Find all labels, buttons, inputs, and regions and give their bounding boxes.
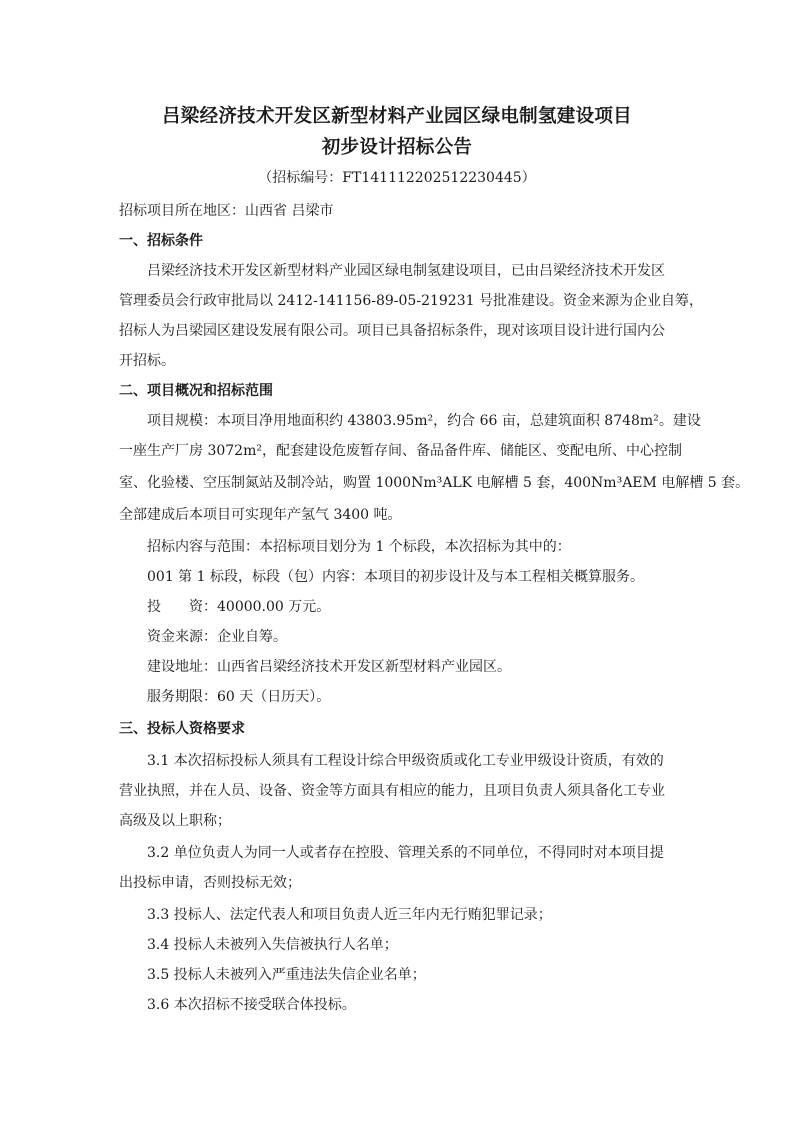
paragraph-line: 吕梁经济技术开发区新型材料产业园区绿电制氢建设项目，已由吕梁经济技术开发区 xyxy=(147,263,665,279)
project-region: 招标项目所在地区：山西省 吕梁市 xyxy=(119,203,334,219)
paragraph-line: 服务期限：60 天（日历天）。 xyxy=(147,689,331,705)
paragraph-line: 3.1 本次招标投标人须具有工程设计综合甲级资质或化工专业甲级设计资质，有效的 xyxy=(147,753,664,769)
paragraph-line: 001 第 1 标段，标段（包）内容：本项目的初步设计及与本工程相关概算服务。 xyxy=(147,569,644,585)
paragraph-line: 3.4 投标人未被列入失信被执行人名单； xyxy=(147,937,398,953)
paragraph-line: 项目规模：本项目净用地面积约 43803.95m²，约合 66 亩，总建筑面积 8748m²。建设 xyxy=(147,413,701,429)
paragraph-line: 3.5 投标人未被列入严重违法失信企业名单； xyxy=(147,967,426,983)
paragraph-line: 招标人为吕梁园区建设发展有限公司。项目已具备招标条件，现对该项目设计进行国内公 xyxy=(119,323,665,339)
paragraph-line: 高级及以上职称； xyxy=(119,813,231,829)
document-title-line1: 吕梁经济技术开发区新型材料产业园区绿电制氢建设项目 xyxy=(161,106,632,127)
section-heading-bidder-qualifications: 三、投标人资格要求 xyxy=(119,721,245,737)
paragraph-line: 一座生产厂房 3072m²，配套建设危废暂存间、备品备件库、储能区、变配电所、中心控制 xyxy=(119,443,682,459)
paragraph-line: 资金来源：企业自筹。 xyxy=(147,629,287,645)
paragraph-line: 招标内容与范围：本招标项目划分为 1 个标段，本次招标为其中的： xyxy=(147,539,571,555)
paragraph-line: 出投标申请，否则投标无效； xyxy=(119,875,301,891)
paragraph-line: 投 资：40000.00 万元。 xyxy=(147,599,331,615)
paragraph-line: 3.6 本次招标不接受联合体投标。 xyxy=(147,997,356,1013)
paragraph-line: 开招标。 xyxy=(119,353,175,369)
section-heading-project-overview: 二、项目概况和招标范围 xyxy=(119,383,273,399)
paragraph-line: 3.3 投标人、法定代表人和项目负责人近三年内无行贿犯罪记录； xyxy=(147,907,552,923)
paragraph-line: 营业执照，并在人员、设备、资金等方面具有相应的能力，且项目负责人须具备化工专业 xyxy=(119,783,665,799)
section-heading-tender-conditions: 一、招标条件 xyxy=(119,233,203,249)
paragraph-line: 3.2 单位负责人为同一人或者存在控股、管理关系的不同单位，不得同时对本项目提 xyxy=(147,845,664,861)
paragraph-line: 室、化验楼、空压制氮站及制冷站，购置 1000Nm³ALK 电解槽 5 套，400Nm³AEM 电解槽 5 套。 xyxy=(119,475,750,491)
paragraph-line: 建设地址：山西省吕梁经济技术开发区新型材料产业园区。 xyxy=(147,659,511,675)
document-title-line2: 初步设计招标公告 xyxy=(321,137,473,158)
paragraph-line: 管理委员会行政审批局以 2412-141156-89-05-219231 号批准建设。资金来源为企业自筹， xyxy=(119,293,703,309)
paragraph-line: 全部建成后本项目可实现年产氢气 3400 吨。 xyxy=(119,507,402,523)
tender-number: （招标编号：FT141112202512230445） xyxy=(258,170,536,186)
